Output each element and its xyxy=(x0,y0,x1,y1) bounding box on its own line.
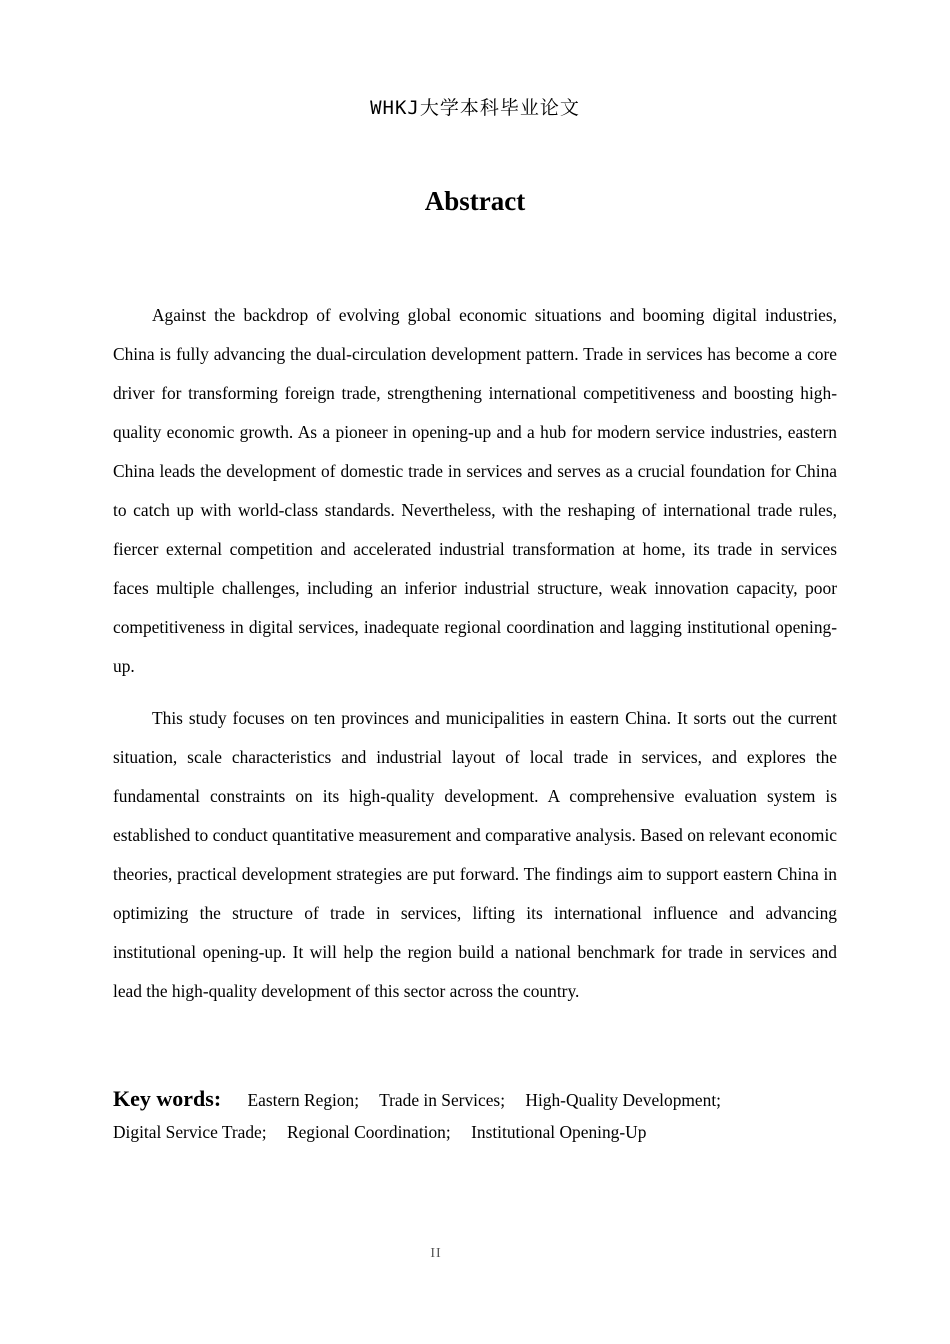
abstract-paragraph-1: Against the backdrop of evolving global economic situations and booming digital industries, China is fully advancing the dual-circulation development pattern. Trade in services has become a core driver for transforming foreign trade, strengthening international competitiveness and boosting high-quality economic growth. As a pioneer in opening-up and a hub for modern service industries, eastern China leads the development of domestic trade in services and serves as a crucial foundation for China to catch up with world-class standards. Nevertheless, with the reshaping of international trade rules, fiercer external competition and accelerated industrial transformation at home, its trade in services faces multiple challenges, including an inferior industrial structure, weak innovation capacity, poor competitiveness in digital services, inadequate regional coordination and lagging institutional opening-up. xyxy=(113,305,837,676)
keywords-section xyxy=(113,1083,837,1148)
keyword-item: Digital Service Trade; xyxy=(113,1122,267,1142)
keyword-item: High-Quality Development; xyxy=(525,1090,721,1110)
abstract-title: Abstract xyxy=(424,186,526,216)
abstract-paragraph-2: This study focuses on ten provinces and municipalities in eastern China. It sorts out the current situation, scale characteristics and industrial layout of local trade in services, and explores the fundamental constraints on its high-quality development. A comprehensive evaluation system is established to conduct quantitative measurement and comparative analysis. Based on relevant economic theories, practical development strategies are put forward. The findings aim to support eastern China in optimizing the structure of trade in services, lifting its international influence and advancing institutional opening-up. It will help the region build a national benchmark for trade in services and lead the high-quality development of this sector across the country. xyxy=(113,708,837,1001)
keyword-item: Institutional Opening-Up xyxy=(471,1122,647,1142)
keyword-item: Regional Coordination; xyxy=(286,1122,451,1142)
abstract-body xyxy=(113,296,837,1011)
keyword-item: Eastern Region; xyxy=(247,1090,360,1110)
running-header: WHKJ大学本科毕业论文 xyxy=(370,97,580,119)
keywords-label: Key words: xyxy=(113,1086,222,1111)
keyword-item: Trade in Services; xyxy=(379,1090,506,1110)
page-number: II xyxy=(430,1246,442,1261)
